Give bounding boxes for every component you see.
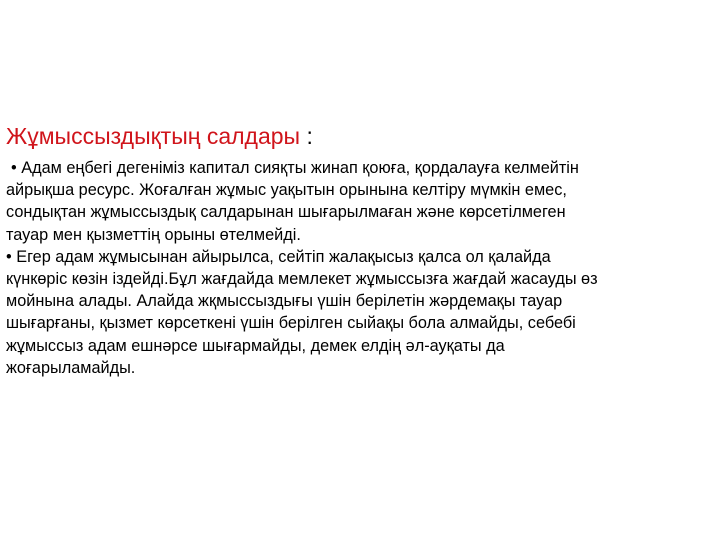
text-line: күнкөріс көзін іздейді.Бұл жағдайда мемлекет жұмыссызға жағдай жасауды өз bbox=[6, 270, 598, 289]
text-line: жұмыссыз адам ешнәрсе шығармайды, демек елдің әл-ауқаты да bbox=[6, 336, 505, 355]
slide-title bbox=[6, 121, 706, 151]
slide-title-colon: : bbox=[300, 123, 313, 149]
text-line: шығарғаны, қызмет көрсеткені үшін берілген сыйақы бола алмайды, себебі bbox=[6, 314, 576, 333]
slide-body bbox=[6, 157, 706, 379]
text-line: • Егер адам жұмысынан айырылса, сейтіп жалақысыз қалса ол қалайда bbox=[6, 247, 551, 266]
text-line: айрықша ресурс. Жоғалған жұмыс уақытын орынына келтіру мүмкін емес, bbox=[6, 181, 567, 200]
text-line: тауар мен қызметтің орыны өтелмейді. bbox=[6, 225, 301, 244]
text-line: • Адам еңбегі дегеніміз капитал сияқты жинап қоюға, қордалауға келмейтін bbox=[11, 159, 579, 177]
text-line: мойнына алады. Алайда жқмыссыздығы үшін берілетін жәрдемақы тауар bbox=[6, 292, 563, 311]
bullet-paragraph bbox=[6, 157, 706, 246]
text-line: жоғарыламайды. bbox=[6, 358, 136, 377]
text-line: сондықтан жұмыссыздық салдарынан шығарылмаған және көрсетілмеген bbox=[6, 203, 566, 222]
bullet-paragraph bbox=[6, 246, 706, 379]
slide-title-text: Жұмыссыздықтың салдары bbox=[6, 123, 301, 149]
